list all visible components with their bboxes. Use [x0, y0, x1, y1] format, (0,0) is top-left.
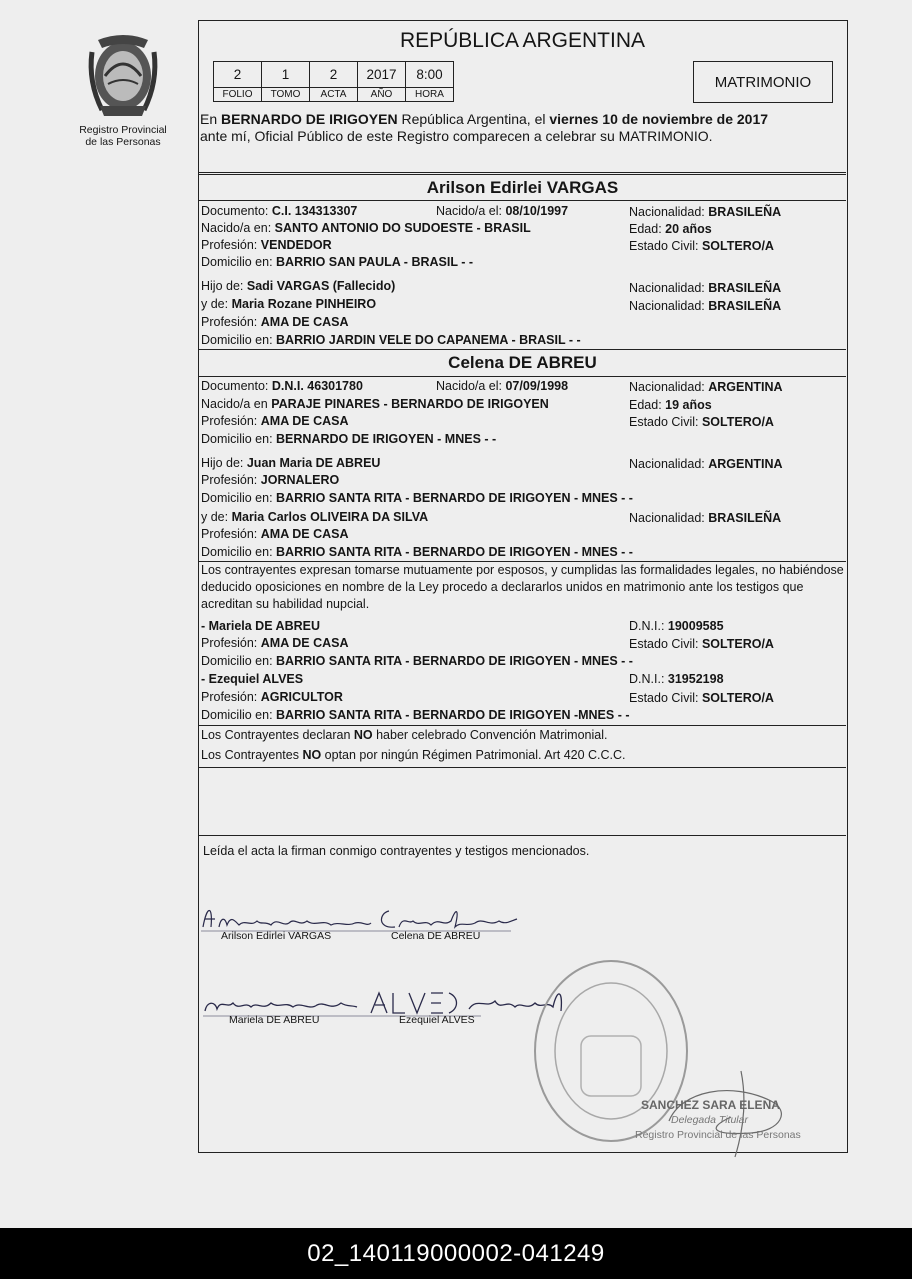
provincial-seal-icon	[84, 32, 162, 118]
folio-label: FOLIO	[214, 88, 262, 102]
witness2-address: Domicilio en: BARRIO SANTA RITA - BERNARDO DE IRIGOYEN -MNES - -	[201, 708, 630, 722]
logo-caption-line2: de las Personas	[85, 136, 161, 148]
groom-civil-status: Estado Civil: SOLTERO/A	[629, 239, 774, 253]
groom-profession: Profesión: VENDEDOR	[201, 238, 332, 252]
witness1-address: Domicilio en: BARRIO SANTA RITA - BERNARDO DE IRIGOYEN - MNES - -	[201, 654, 633, 668]
groom-mother: y de: Maria Rozane PINHEIRO	[201, 297, 377, 311]
folio-value: 2	[214, 62, 262, 88]
bride-mother-nationality: Nacionalidad: BRASILEÑA	[629, 511, 782, 525]
divider	[199, 376, 846, 377]
divider	[199, 349, 846, 350]
groom-father: Hijo de: Sadi VARGAS (Fallecido)	[201, 279, 396, 293]
witness1-dni: D.N.I.: 19009585	[629, 619, 724, 633]
stamp-officer-role: Delegada Titular	[671, 1114, 748, 1126]
marriage-certificate	[198, 20, 848, 1153]
signature-witness1-name: Mariela DE ABREU	[229, 1014, 320, 1026]
logo-caption-line1: Registro Provincial	[79, 124, 167, 136]
divider	[199, 767, 846, 768]
witness1-civil-status: Estado Civil: SOLTERO/A	[629, 637, 774, 651]
bride-profession: Profesión: AMA DE CASA	[201, 414, 349, 428]
tomo-value: 1	[262, 62, 310, 88]
year-label: AÑO	[358, 88, 406, 102]
signature-bride-name: Celena DE ABREU	[391, 930, 481, 942]
bride-mother: y de: Maria Carlos OLIVEIRA DA SILVA	[201, 510, 429, 524]
bride-address: Domicilio en: BERNARDO DE IRIGOYEN - MNES - -	[201, 432, 497, 446]
hour-value: 8:00	[406, 62, 454, 88]
divider	[199, 200, 846, 201]
bride-father-address: Domicilio en: BARRIO SANTA RITA - BERNARDO DE IRIGOYEN - MNES - -	[201, 491, 633, 505]
groom-nationality: Nacionalidad: BRASILEÑA	[629, 205, 782, 219]
registry-logo	[68, 32, 178, 148]
groom-mother-nationality: Nacionalidad: BRASILEÑA	[629, 299, 782, 313]
regime-line1: Los Contrayentes declaran NO haber celebrado Convención Matrimonial.	[201, 728, 608, 742]
bride-document: Documento: D.N.I. 46301780	[201, 379, 363, 393]
groom-mother-profession: Profesión: AMA DE CASA	[201, 315, 349, 329]
bride-mother-address: Domicilio en: BARRIO SANTA RITA - BERNARDO DE IRIGOYEN - MNES - -	[201, 545, 633, 559]
groom-birth-date: Nacido/a el: 08/10/1997	[436, 204, 569, 218]
intro-text: En BERNARDO DE IRIGOYEN República Argentina, el viernes 10 de noviembre de 2017 ante mí, Oficial Público de este Registro comparecen a celebrar su MATRIMONIO.	[200, 111, 769, 144]
witness2-profession: Profesión: AGRICULTOR	[201, 690, 343, 704]
signature-groom-name: Arilson Edirlei VARGAS	[221, 930, 332, 942]
tomo-label: TOMO	[262, 88, 310, 102]
year-value: 2017	[358, 62, 406, 88]
document-code-band: 02_140119000002-041249	[0, 1228, 912, 1279]
page-title: REPÚBLICA ARGENTINA	[399, 29, 646, 52]
groom-age: Edad: 20 años	[629, 222, 712, 236]
witness1-profession: Profesión: AMA DE CASA	[201, 636, 349, 650]
bride-mother-profession: Profesión: AMA DE CASA	[201, 527, 349, 541]
declaration-text: Los contrayentes expresan tomarse mutuamente por esposos, y cumplidas las formalidades legales, no habiéndose deducido oposiciones en nombre de la Ley procedo a declararlos unidos en matrimonio ante los testigos que acreditan su habilidad nupcial.	[201, 563, 844, 611]
divider	[199, 835, 846, 836]
bride-birth-place: Nacido/a en PARAJE PINARES - BERNARDO DE IRIGOYEN	[201, 397, 549, 411]
groom-name: Arilson Edirlei VARGAS	[426, 178, 619, 197]
bride-birth-date: Nacido/a el: 07/09/1998	[436, 379, 569, 393]
witness2-dni: D.N.I.: 31952198	[629, 672, 724, 686]
divider	[199, 174, 846, 175]
groom-birth-place: Nacido/a en: SANTO ANTONIO DO SUDOESTE - BRASIL	[201, 221, 531, 235]
groom-address: Domicilio en: BARRIO SAN PAULA - BRASIL - -	[201, 255, 474, 269]
bride-name: Celena DE ABREU	[448, 353, 597, 372]
acta-value: 2	[310, 62, 358, 88]
witness2-civil-status: Estado Civil: SOLTERO/A	[629, 691, 774, 705]
bride-father-profession: Profesión: JORNALERO	[201, 473, 340, 487]
divider	[199, 172, 846, 173]
groom-parents-address: Domicilio en: BARRIO JARDIN VELE DO CAPANEMA - BRASIL - -	[201, 333, 581, 347]
act-type-badge: MATRIMONIO	[693, 61, 833, 103]
bride-civil-status: Estado Civil: SOLTERO/A	[629, 415, 774, 429]
registry-numbers	[213, 61, 454, 102]
witness2-name: - Ezequiel ALVES	[201, 672, 304, 686]
hour-label: HORA	[406, 88, 454, 102]
witness1-name: - Mariela DE ABREU	[201, 619, 321, 633]
bride-father-nationality: Nacionalidad: ARGENTINA	[629, 457, 783, 471]
stamp-officer-name: SANCHEZ SARA ELENA	[641, 1098, 780, 1112]
stamp-organization: Registro Provincial de las Personas	[635, 1129, 801, 1141]
bride-nationality: Nacionalidad: ARGENTINA	[629, 380, 783, 394]
divider	[199, 725, 846, 726]
acta-label: ACTA	[310, 88, 358, 102]
bride-father: Hijo de: Juan Maria DE ABREU	[201, 456, 381, 470]
signature-witness2-name: Ezequiel ALVES	[399, 1014, 475, 1026]
groom-document: Documento: C.I. 134313307	[201, 204, 358, 218]
bride-age: Edad: 19 años	[629, 398, 712, 412]
groom-father-nationality: Nacionalidad: BRASILEÑA	[629, 281, 782, 295]
regime-line2: Los Contrayentes NO optan por ningún Régimen Patrimonial. Art 420 C.C.C.	[201, 748, 626, 762]
closing-text: Leída el acta la firman conmigo contrayentes y testigos mencionados.	[203, 844, 590, 858]
